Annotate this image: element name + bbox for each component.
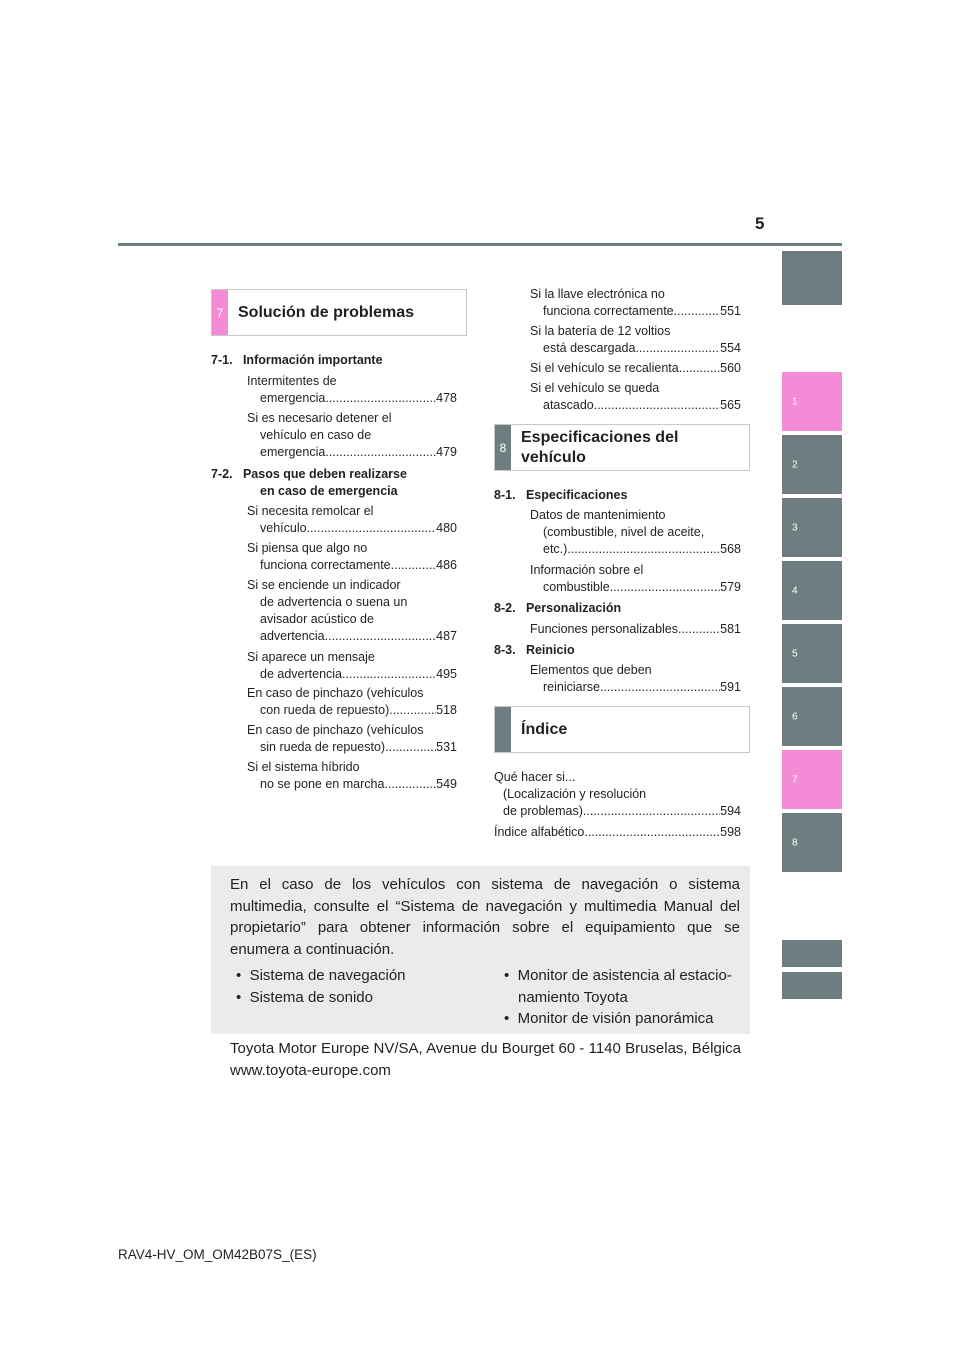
side-tab-1[interactable]: 1 — [782, 372, 842, 431]
toc-entry[interactable]: Si el vehículo se queda atascado ..... 565 — [530, 380, 741, 414]
bullet-item: • Monitor de visión panorámica — [504, 1010, 714, 1027]
toc-entry[interactable]: Si el vehículo se recalienta ..... 560 — [530, 360, 741, 377]
toc-heading-7-2-cont: en caso de emergencia — [260, 484, 398, 498]
side-tab-4[interactable]: 4 — [782, 561, 842, 620]
bullet-item: • Sistema de sonido — [236, 989, 373, 1006]
toc-entry[interactable]: Si se enciende un indicador de advertencia o suena un avisador acústico de advertencia ..... 487 — [247, 577, 457, 645]
side-tab-3[interactable]: 3 — [782, 498, 842, 557]
bullet-item: • Sistema de navegación — [236, 967, 406, 984]
side-tab-7[interactable]: 7 — [782, 750, 842, 809]
section-number: 7 — [212, 290, 228, 335]
toc-entry[interactable]: En caso de pinchazo (vehículos con rueda de repuesto) ..... 518 — [247, 685, 457, 719]
toc-entry[interactable]: Si es necesario detener el vehículo en caso de emergencia ..... 479 — [247, 410, 457, 461]
side-tab-blank-top[interactable] — [782, 251, 842, 305]
page-number: 5 — [755, 214, 765, 233]
side-tab-blank-a[interactable] — [782, 940, 842, 967]
toc-heading-7-2: 7-2. Pasos que deben realizarse — [211, 467, 407, 481]
side-tab-5[interactable]: 5 — [782, 624, 842, 683]
side-tab-blank-b[interactable] — [782, 972, 842, 999]
toc-entry[interactable]: Qué hacer si... (Localización y resolución de problemas) ..... 594 — [494, 769, 741, 820]
toc-entry[interactable]: Datos de mantenimiento (combustible, nivel de aceite, etc.) ..... 568 — [530, 507, 741, 558]
toc-entry[interactable]: Si la llave electrónica no funciona correctamente ..... 551 — [530, 286, 741, 320]
publisher-address: Toyota Motor Europe NV/SA, Avenue du Bourget 60 - 1140 Bruselas, Bélgica www.toyota-europe.com — [230, 1040, 741, 1079]
bullet-item: • Monitor de asistencia al estacio- — [504, 967, 732, 984]
info-text: En el caso de los vehículos con sistema de navegación o sistema multimedia, consulte el “Sistema de navegación y multimedia Manual del propietario” para obtener información sobre el equipamiento que se enumera a continuación. — [230, 876, 740, 958]
toc-entry[interactable]: Si el sistema híbrido no se pone en marcha ..... 549 — [247, 759, 457, 793]
toc-entry[interactable]: Intermitentes de emergencia ..... 478 — [247, 373, 457, 407]
toc-entry[interactable]: Elementos que deben reiniciarse ..... 591 — [530, 662, 741, 696]
side-tab-2[interactable]: 2 — [782, 435, 842, 494]
toc-heading-7-1: 7-1. Información importante — [211, 353, 383, 367]
top-rule — [118, 243, 842, 246]
section-header-8[interactable] — [494, 424, 750, 471]
side-tab-6[interactable]: 6 — [782, 687, 842, 746]
section-header-7[interactable] — [211, 289, 467, 336]
section-title: Índice — [521, 720, 568, 738]
toc-entry[interactable]: Si necesita remolcar el vehículo ..... 480 — [247, 503, 457, 537]
toc-entry[interactable]: Información sobre el combustible ..... 579 — [530, 562, 741, 596]
section-number: 8 — [495, 425, 511, 470]
side-tab-8[interactable]: 8 — [782, 813, 842, 872]
bullet-item-cont: namiento Toyota — [518, 989, 628, 1006]
section-title: Especificaciones del vehículo — [521, 428, 679, 466]
section-title: Solución de problemas — [238, 303, 415, 321]
info-box — [211, 866, 750, 1034]
toc-entry[interactable]: En caso de pinchazo (vehículos sin rueda de repuesto) ..... 531 — [247, 722, 457, 756]
toc-heading-8-1: 8-1. Especificaciones — [494, 488, 628, 502]
toc-entry[interactable]: Si aparece un mensaje de advertencia ..... 495 — [247, 649, 457, 683]
section-header-index[interactable] — [494, 706, 750, 753]
toc-entry[interactable]: Si la batería de 12 voltios está descargada ..... 554 — [530, 323, 741, 357]
document-id: RAV4-HV_OM_OM42B07S_(ES) — [118, 1247, 317, 1262]
section-tab-marker — [495, 707, 511, 752]
toc-heading-8-2: 8-2. Personalización — [494, 601, 622, 615]
toc-entry[interactable]: Si piensa que algo no funciona correctamente ..... 486 — [247, 540, 457, 574]
toc-heading-8-3: 8-3. Reinicio — [494, 643, 575, 657]
toc-entry[interactable]: Funciones personalizables ..... 581 — [530, 621, 741, 638]
toc-entry[interactable]: Índice alfabético ..... 598 — [494, 824, 741, 841]
